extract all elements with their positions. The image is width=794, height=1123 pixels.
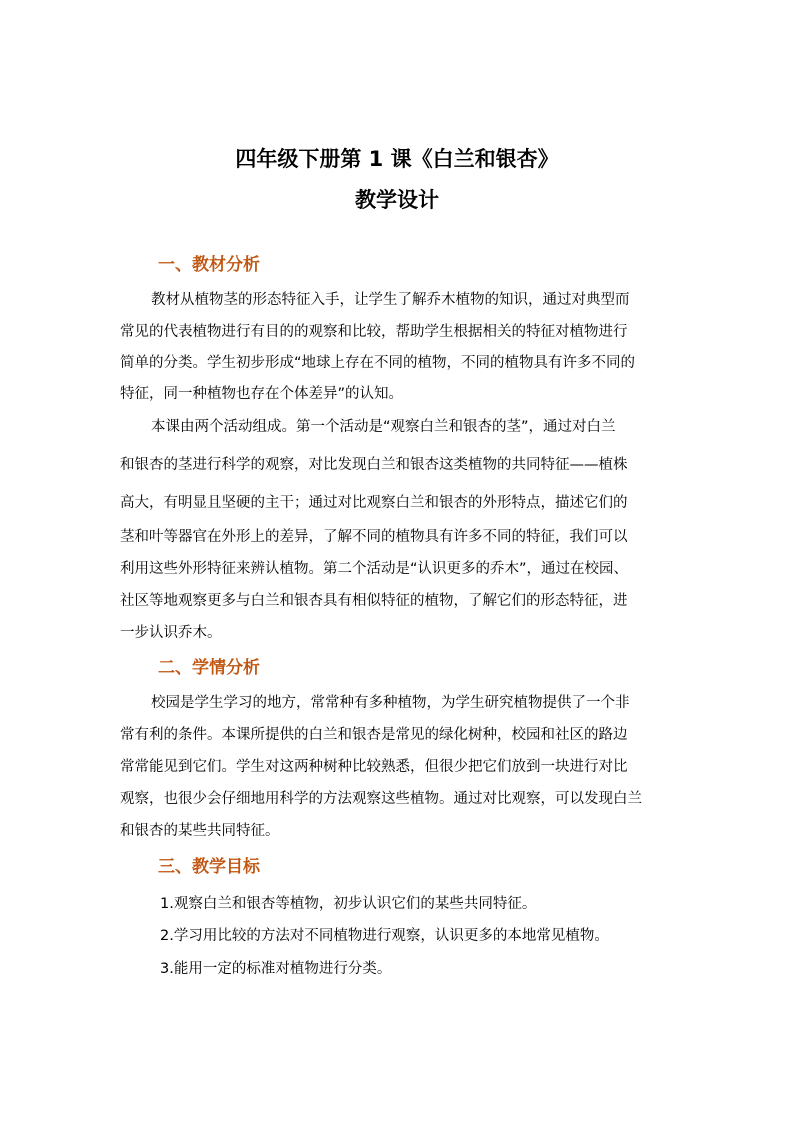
paragraph-line: 本课由两个活动组成。第一个活动是“观察白兰和银杏的茎”，通过对白兰 (151, 419, 616, 435)
paragraph-line: 社区等地观察更多与白兰和银杏具有相似特征的植物，了解它们的形态特征，进 (120, 593, 628, 609)
paragraph-line: 和银杏的某些共同特征。 (120, 823, 280, 839)
objective-item: 1.观察白兰和银杏等植物，初步认识它们的某些共同特征。 (160, 896, 537, 912)
section-heading-learner-analysis: 二、学情分析 (158, 658, 260, 678)
paragraph-line: 高大，有明显且坚硬的主干；通过对比观察白兰和银杏的外形特点，描述它们的 (120, 495, 628, 511)
paragraph-line: 校园是学生学习的地方，常常种有多种植物，为学生研究植物提供了一个非 (151, 695, 630, 711)
paragraph-line: 一步认识乔木。 (120, 625, 222, 641)
paragraph-line: 观察，也很少会仔细地用科学的方法观察这些植物。通过对比观察，可以发现白兰 (120, 791, 642, 807)
paragraph-line: 特征，同一种植物也存在个体差异”的认知。 (120, 386, 404, 402)
paragraph-line: 简单的分类。学生初步形成“地球上存在不同的植物，不同的植物具有许多不同的 (120, 355, 636, 371)
paragraph-line: 利用这些外形特征来辨认植物。第二个活动是“认识更多的乔木”，通过在校园、 (120, 561, 629, 577)
paragraph-line: 教材从植物茎的形态特征入手，让学生了解乔木植物的知识，通过对典型而 (151, 292, 630, 308)
paragraph-line: 茎和叶等器官在外形上的差异，了解不同的植物具有许多不同的特征，我们可以 (120, 529, 628, 545)
paragraph-line: 常常能见到它们。学生对这两种树种比较熟悉，但很少把它们放到一块进行对比 (120, 759, 628, 775)
paragraph-line: 常有利的条件。本课所提供的白兰和银杏是常见的绿化树种，校园和社区的路边 (120, 727, 628, 743)
objective-item: 2.学习用比较的方法对不同植物进行观察，认识更多的本地常见植物。 (160, 928, 609, 944)
page-title: 四年级下册第 1 课《白兰和银杏》 (235, 147, 559, 171)
paragraph-line: 常见的代表植物进行有目的的观察和比较，帮助学生根据相关的特征对植物进行 (120, 324, 628, 340)
page-subtitle: 教学设计 (355, 188, 439, 212)
section-heading-teaching-objectives: 三、教学目标 (158, 857, 260, 877)
objective-item: 3.能用一定的标准对植物进行分类。 (160, 961, 392, 977)
section-heading-textbook-analysis: 一、教材分析 (158, 255, 260, 275)
paragraph-line: 和银杏的茎进行科学的观察，对比发现白兰和银杏这类植物的共同特征——植株 (120, 457, 628, 473)
